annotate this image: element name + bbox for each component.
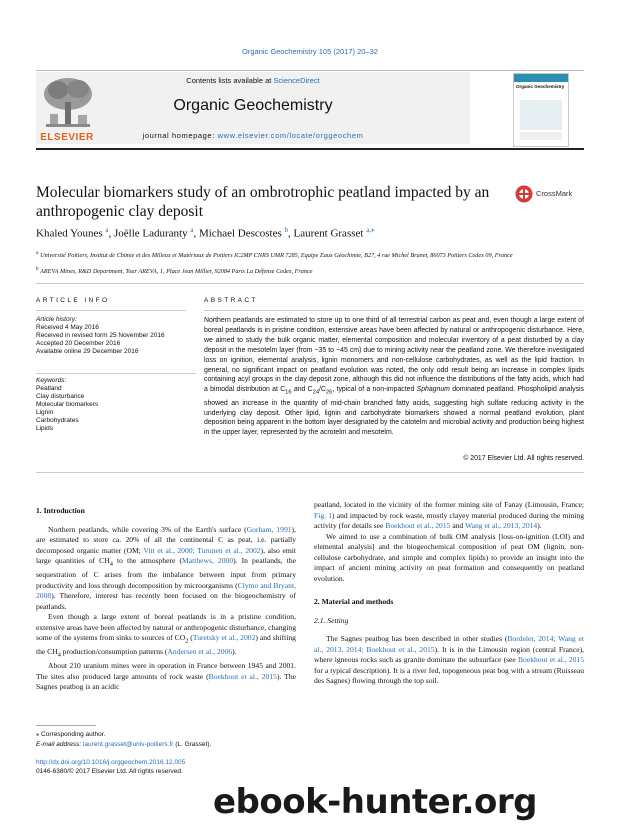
keyword: Peatland <box>36 385 62 392</box>
author-affil-mark[interactable]: b <box>284 226 288 234</box>
section-1-heading: 1. Introduction <box>36 506 85 515</box>
author-affil-mark[interactable]: a <box>105 226 109 234</box>
section-2-heading: 2. Material and methods <box>314 597 394 606</box>
affiliation-rule <box>36 283 584 284</box>
citation-link[interactable]: Bordelet, 2014; Wang et al., 2013, 2014; Boekhout et al., 2015 <box>314 634 584 654</box>
paragraph: The Sagnes peatbog has been described in other studies (Bordelet, 2014; Wang et al., 2013, 2014; Boekhout et al., 2015). It is in the Limousin region (central France), where igneous rocks such as granite dominate the subsurface (see Boekhout et al., 2015 for a typical description). It is a river fed, topogeneous peat bog with a stream (Ruisseau des Sagnes) flowing through the top soil. <box>314 634 584 685</box>
affiliation-text: AREVA Mines, R&D Department, Tour AREVA, 1, Place Jean Millier, 92084 Paris La Défense Cedex, France <box>40 268 313 276</box>
cover-image <box>520 100 562 130</box>
sciencedirect-link[interactable]: ScienceDirect <box>273 76 320 85</box>
journal-title: Organic Geochemistry <box>173 97 333 114</box>
paragraph: peatland, located in the vicinity of the former mining site of Fanay (Limousin, France; Fig. 1) and impacted by rock waste, mostly clayey material produced during the mining activity (for details see Boekhout et al., 2015 and Wang et al., 2013, 2014). <box>314 500 584 530</box>
doi-link[interactable]: http://dx.doi.org/10.1016/j.orggeochem.2016.12.005 <box>36 759 186 766</box>
affiliation-b <box>36 265 581 276</box>
abstract-end-rule <box>36 472 584 473</box>
citation-link[interactable]: Boekhout et al., 2015 <box>208 671 277 681</box>
crossmark-icon <box>515 185 533 203</box>
cover-title: Organic Geochemistry <box>516 84 565 89</box>
citation-link[interactable]: Gorham, 1991 <box>246 524 292 534</box>
journal-citation[interactable]: Organic Geochemistry 105 (2017) 20–32 <box>242 47 378 56</box>
citation-link[interactable]: Boekhout et al., 2015 <box>517 655 584 664</box>
citation-link[interactable]: Vitt et al., 2000; Turunen et al., 2002 <box>143 545 261 555</box>
keywords-block <box>36 373 196 433</box>
body-left-column <box>36 506 296 693</box>
section-2-1-heading: 2.1. Setting <box>314 615 349 625</box>
author-name: Joëlle Laduranty <box>113 227 188 240</box>
author-name: Michael Descostes <box>198 227 282 240</box>
corresponding-author-note: ⁎ Corresponding author. <box>36 731 106 738</box>
author-name: Khaled Younes <box>36 227 103 240</box>
affiliation-a <box>36 249 581 260</box>
citation-link[interactable]: Matthews, 2000 <box>181 556 234 565</box>
email-suffix: (L. Grasset). <box>173 741 212 748</box>
homepage-prefix: journal homepage: <box>142 131 218 140</box>
abstract-rule <box>204 310 584 311</box>
journal-cover-thumbnail <box>513 73 569 147</box>
article-history <box>36 316 196 356</box>
paragraph: Even though a large extent of boreal peatlands is in a pristine condition, extensive areas have been affected by natural or anthropogenic disturbance, changing some of the systems from sinks to sources of $CO_2$ (Turetsky et al., 2002) and shifting the $CH_4$ production/consumption patterns (Andersen et al., 2006). <box>36 612 296 659</box>
citation-link[interactable]: Wang et al., 2013, 2014 <box>465 521 538 530</box>
affiliation-label: a <box>36 250 39 256</box>
body-right-column <box>314 500 584 687</box>
article-title: Molecular biomarkers study of an ombrotrophic peatland impacted by an anthropogenic clay deposit <box>36 184 490 220</box>
abstract-heading: ABSTRACT <box>204 297 258 304</box>
journal-homepage-line <box>36 131 470 140</box>
author-affil-mark[interactable]: a <box>190 226 194 234</box>
header-bottom-rule <box>36 148 584 150</box>
paragraph: About 210 uranium mines were in operation in France between 1945 and 2001. The sites also produced large amounts of rock waste (Boekhout et al., 2015). The Sagnes peatbog is an acidic <box>36 661 296 692</box>
abstract-text: Northern peatlands are estimated to store up to one third of all terrestrial carbon as peat and, even though a large extent of boreal peatlands is in pristine condition, extensive areas have been affected by natural or anthropogenic disturbance. Here, we aimed to study the bulk organic matter, elemental composition and molecular inventory of a peat disturbed by a clay deposit in the mesotelm layer (from −35 to −45 cm) due to mining activity near the peatland zone. We therefore investigated loss on ignition, elemental analysis, lignin monomers and non-cellulose carbohydrates, as well as the lipid fraction. In general, no significant impact on peatland evolution was noted, the only odd result being an increase in complex lipids containing acyl groups in the clay deposit zone, although this did not influence the distributions of the fatty acids, which had a bimodal distribution at $C_{16}$ and $C_{24}/C_{26}$, typical of a non-impacted Sphagnum dominated peatland. Phospholipid analysis showed an increase in the quantity of mid-chain branched fatty acids, suggesting high sulfate reducing activity in the underlying clay deposit. Other lipid, lignin and carbohydrate biomarkers showed a normal peatland evolution, plant deposition being apparent in the bottom layer designated by the catotelm and microbial activity and production being highest in the upper layer, represented by the acrotelm and mesotelm. <box>204 317 584 437</box>
abstract-copyright: © 2017 Elsevier Ltd. All rights reserved. <box>463 455 584 462</box>
article-info-heading: ARTICLE INFO <box>36 297 110 304</box>
citation-link[interactable]: Clymo and Bryant, 2008 <box>36 580 296 601</box>
author-list: Khaled Younes $^a$, Joëlle Laduranty $^a$, Michael Descostes $^b$, Laurent Grasset $^{a,⁎}$ <box>36 226 375 240</box>
email-label: E-mail address: <box>36 741 83 748</box>
history-item: Accepted 20 December 2016 <box>36 340 121 347</box>
publisher-wordmark: ELSEVIER <box>40 132 94 143</box>
history-item: Received in revised form 25 November 2016 <box>36 332 165 339</box>
author-name: Laurent Grasset <box>293 227 364 240</box>
keyword: Clay disturbance <box>36 393 85 400</box>
affiliation-label: b <box>36 266 39 272</box>
crossmark-badge[interactable] <box>515 185 585 205</box>
paragraph: Northern peatlands, while covering 3% of the Earth's surface (Gorham, 1991), are estimated to store ca. 20% of all the continental C as peat, i.e. partially decomposed organic matter (OM; Vitt et al., 2000; Turunen et al., 2002), also emit large quantities of $CH_4$ to the atmosphere (Matthews, 2000). In peatlands, the sequestration of C arises from the imbalance between input from primary productivity and loss through decomposition by microorganisms (Clymo and Bryant, 2008). Therefore, interest has recently been focused on the biogeochemistry of peatlands. <box>36 524 297 611</box>
keyword: Molecular biomarkers <box>36 401 99 408</box>
history-item: Received 4 May 2016 <box>36 324 99 331</box>
affiliation-text: Université Poitiers, Institut de Chimie et des Milieux et Matériaux de Poitiers IC2MP CNRS UMR 7285, Equipe Eaux Géochimie, B27, 4 rue Michel Brunet, 86073 Poitiers Cedex 09, France <box>40 252 513 260</box>
email-link[interactable]: laurent.grasset@univ-poitiers.fr <box>82 741 174 748</box>
citation-link[interactable]: Boekhout et al., 2015 <box>385 521 451 530</box>
watermark-text: ebook-hunter.org <box>212 782 538 822</box>
citation-link[interactable]: Andersen et al., 2006 <box>167 647 233 657</box>
history-item: Available online 29 December 2016 <box>36 348 139 355</box>
cover-color-band <box>514 74 568 82</box>
history-label: Article history: <box>36 316 77 323</box>
homepage-link[interactable]: www.elsevier.com/locate/orggeochem <box>217 131 364 140</box>
author-affil-mark[interactable]: a,⁎ <box>366 226 375 234</box>
article-info-rule <box>36 310 186 311</box>
citation-link[interactable]: Turetsky et al., 2002 <box>192 633 256 643</box>
email-note <box>36 740 211 749</box>
crossmark-label: CrossMark <box>536 189 573 198</box>
contents-prefix: Contents lists available at <box>186 76 274 85</box>
footnote-rule <box>36 725 96 726</box>
keyword: Lipids <box>36 425 53 432</box>
figure-link[interactable]: Fig. 1 <box>314 510 333 520</box>
issn-line: 0146-6380/© 2017 Elsevier Ltd. All rights reserved. <box>36 768 183 775</box>
keyword: Carbohydrates <box>36 417 79 424</box>
cover-footer <box>520 132 562 140</box>
paragraph: We aimed to use a combination of bulk OM analysis [loss-on-ignition (LOI) and elemental analysis] and the biogeochemical composition of peat OM (lignin, non-cellulose carbohydrate, and simple and complex lipids) to provide an insight into the impact of ancient mining activity on peat formation and consequently on peatland evolution. <box>314 531 584 583</box>
keyword: Lignin <box>36 409 54 416</box>
contents-line <box>36 76 470 85</box>
header-top-rule <box>36 70 584 71</box>
keywords-label: Keywords: <box>36 377 67 384</box>
